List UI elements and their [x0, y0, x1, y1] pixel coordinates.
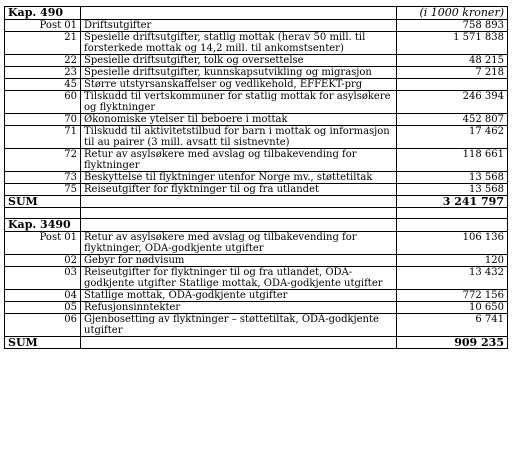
table-row: [5, 314, 508, 337]
post-code: 06: [5, 314, 81, 337]
table-row: [5, 172, 508, 184]
post-amount: 48 215: [397, 55, 508, 67]
post-description: Spesielle driftsutgifter, kunnskapsutvikling og migrasjon: [81, 67, 397, 79]
post-amount: 7 218: [397, 67, 508, 79]
post-amount: 13 432: [397, 267, 508, 290]
post-code: 72: [5, 149, 81, 172]
post-code: 05: [5, 302, 81, 314]
post-code: 23: [5, 67, 81, 79]
post-code: Post 01: [5, 232, 81, 255]
post-amount: [397, 79, 508, 91]
post-amount: 10 650: [397, 302, 508, 314]
kap490-header-row: [5, 7, 508, 20]
post-code: 70: [5, 114, 81, 126]
post-amount: 6 741: [397, 314, 508, 337]
table-row: [5, 267, 508, 290]
post-code: 71: [5, 126, 81, 149]
post-amount: 106 136: [397, 232, 508, 255]
post-amount: 758 893: [397, 20, 508, 32]
sum-amount: 3 241 797: [397, 196, 508, 208]
sum-label: SUM: [5, 196, 81, 208]
table-row: [5, 290, 508, 302]
post-code: 04: [5, 290, 81, 302]
post-description: Retur av asylsøkere med avslag og tilbakevending for flyktninger: [81, 149, 397, 172]
kap3490-sum-row: [5, 337, 508, 349]
table-row: [5, 114, 508, 126]
sum-amount: 909 235: [397, 337, 508, 349]
post-description: Statlige mottak, ODA-godkjente utgifter: [81, 290, 397, 302]
post-code: 45: [5, 79, 81, 91]
post-amount: 452 807: [397, 114, 508, 126]
post-code: 75: [5, 184, 81, 196]
table-row: [5, 20, 508, 32]
table-row: [5, 91, 508, 114]
post-amount: 17 462: [397, 126, 508, 149]
post-description: Større utstyrsanskaffelser og vedlikehold, EFFEKT-prg: [81, 79, 397, 91]
post-code: 60: [5, 91, 81, 114]
post-description: Retur av asylsøkere med avslag og tilbakevending for flyktninger, ODA-godkjente utgifter: [81, 232, 397, 255]
table-row: [5, 32, 508, 55]
table-row: [5, 184, 508, 196]
post-amount: 246 394: [397, 91, 508, 114]
kap3490-header-row: [5, 219, 508, 232]
table-row: [5, 79, 508, 91]
post-code: 22: [5, 55, 81, 67]
post-description: Gjenbosetting av flyktninger – støttetiltak, ODA-godkjente utgifter: [81, 314, 397, 337]
post-description: Refusjonsinntekter: [81, 302, 397, 314]
post-code: 03: [5, 267, 81, 290]
post-description: Reiseutgifter for flyktninger til og fra utlandet: [81, 184, 397, 196]
post-code: Post 01: [5, 20, 81, 32]
kap490-sum-row: [5, 196, 508, 208]
post-amount: 1 571 838: [397, 32, 508, 55]
post-code: 02: [5, 255, 81, 267]
post-description: Spesielle driftsutgifter, statlig mottak (herav 50 mill. til forsterkede mottak og 14,2 mill. til ankomstsenter): [81, 32, 397, 55]
post-description: Økonomiske ytelser til beboere i mottak: [81, 114, 397, 126]
table-row: [5, 55, 508, 67]
table-row: [5, 302, 508, 314]
post-code: 21: [5, 32, 81, 55]
table-row: [5, 232, 508, 255]
post-amount: 772 156: [397, 290, 508, 302]
sum-label: SUM: [5, 337, 81, 349]
post-amount: 120: [397, 255, 508, 267]
budget-table-container: [4, 6, 507, 349]
post-description: Tilskudd til aktivitetstilbud for barn i mottak og informasjon til au pairer (3 mill. avsatt til sistnevnte): [81, 126, 397, 149]
table-row: [5, 255, 508, 267]
post-code: 73: [5, 172, 81, 184]
post-description: Spesielle driftsutgifter, tolk og oversettelse: [81, 55, 397, 67]
post-amount: 13 568: [397, 172, 508, 184]
post-description: Driftsutgifter: [81, 20, 397, 32]
budget-table: [4, 6, 508, 349]
post-amount: 13 568: [397, 184, 508, 196]
post-description: Tilskudd til vertskommuner for statlig mottak for asylsøkere og flyktninger: [81, 91, 397, 114]
table-row: [5, 67, 508, 79]
post-amount: 118 661: [397, 149, 508, 172]
table-row: [5, 149, 508, 172]
kap490-title: Kap. 490: [5, 7, 81, 20]
post-description: Reiseutgifter for flyktninger til og fra utlandet, ODA-godkjente utgifter Statlige mottak, ODA-godkjente utgifter: [81, 267, 397, 290]
spacer-row: [5, 208, 508, 219]
post-description: Beskyttelse til flyktninger utenfor Norge mv., støttetiltak: [81, 172, 397, 184]
post-description: Gebyr for nødvisum: [81, 255, 397, 267]
table-row: [5, 126, 508, 149]
kap3490-title: Kap. 3490: [5, 219, 81, 232]
unit-note: (i 1000 kroner): [397, 7, 508, 20]
